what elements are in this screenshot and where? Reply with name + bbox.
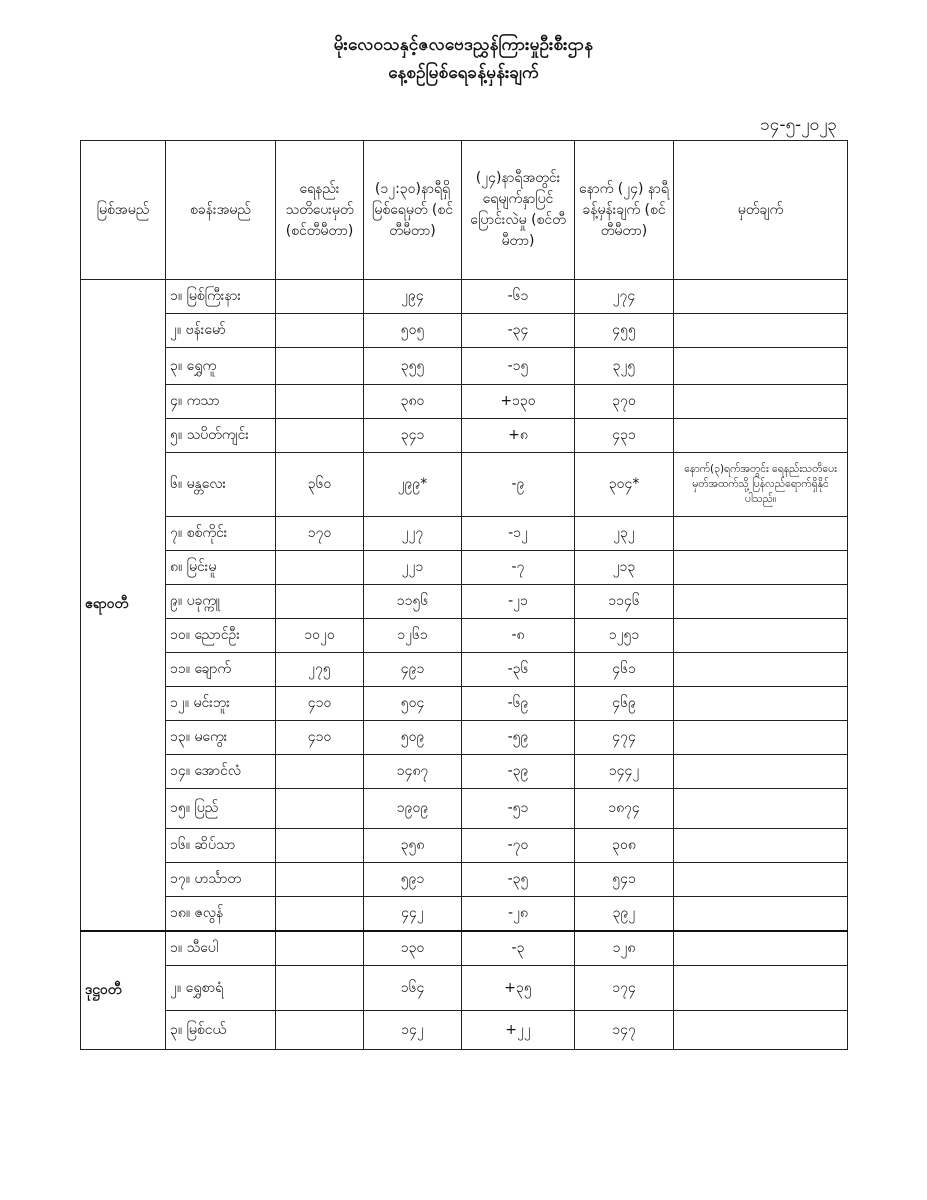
remark: နောက်(၃)ရက်အတွင်း ရေနည်းသတိပေးမှတ်အထက်သို့ ပြန်လည်ရောက်ရှိနိုင်ပါသည်။ <box>674 453 848 517</box>
table-row <box>81 721 848 755</box>
remark <box>674 721 848 755</box>
station-name: ၁၇။ ဟင်္သာတ <box>166 863 276 897</box>
forecast-level: ၃၂၅ <box>575 348 674 385</box>
level-change: -၁၂ <box>462 517 575 551</box>
forecast-level: ၄၃၁ <box>575 419 674 453</box>
table-row <box>81 653 848 687</box>
station-name: ၁။ မြစ်ကြီးနား <box>166 280 276 314</box>
station-name: ၁၆။ ဆိပ်သာ <box>166 829 276 863</box>
table-row <box>81 863 848 897</box>
remark <box>674 755 848 789</box>
station-name: ၁၅။ ပြည် <box>166 789 276 829</box>
level-change: -၃၉ <box>462 755 575 789</box>
station-name: ၁၄။ အောင်လံ <box>166 755 276 789</box>
warning-level <box>276 280 364 314</box>
warning-level <box>276 931 364 966</box>
level-change: +၈ <box>462 419 575 453</box>
level-change: -၉ <box>462 453 575 517</box>
station-name: ၁။ သီပေါ <box>166 931 276 966</box>
report-date: ၁၄-၅-၂၀၂၃ <box>760 115 837 135</box>
table-row <box>81 585 848 619</box>
level-change: -၅၉ <box>462 721 575 755</box>
table-row <box>81 619 848 653</box>
remark <box>674 931 848 966</box>
forecast-level: ၂၇၄ <box>575 280 674 314</box>
remark <box>674 966 848 1011</box>
water-level: ၂၉၄ <box>364 280 462 314</box>
forecast-level: ၄၅၅ <box>575 314 674 348</box>
column-header-water-level: (၁၂:၃၀)နာရီရှိ မြစ်ရေမှတ် (စင်တီမီတာ) <box>364 141 462 280</box>
forecast-level: ၅၄၁ <box>575 863 674 897</box>
water-level: ၁၆၄ <box>364 966 462 1011</box>
table-row <box>81 280 848 314</box>
table-row <box>81 453 848 517</box>
water-level: ၃၈၀ <box>364 385 462 419</box>
level-change: -၃၄ <box>462 314 575 348</box>
column-header-change: (၂၄)နာရီအတွင်း ရေမျက်နှာပြင် ပြောင်းလဲမှု (စင်တီမီတာ) <box>462 141 575 280</box>
forecast-level: ၃၇၀ <box>575 385 674 419</box>
station-name: ၁၃။ မကွေး <box>166 721 276 755</box>
forecast-level: ၁၈၇၄ <box>575 789 674 829</box>
level-change: -၅၁ <box>462 789 575 829</box>
water-level: ၃၅၅ <box>364 348 462 385</box>
level-change: -၆၁ <box>462 280 575 314</box>
warning-level: ၁၀၂၀ <box>276 619 364 653</box>
table-row <box>81 419 848 453</box>
water-level: ၁၄၂ <box>364 1011 462 1050</box>
warning-level <box>276 1011 364 1050</box>
level-change: -၇၀ <box>462 829 575 863</box>
forecast-level: ၁၂၅၁ <box>575 619 674 653</box>
column-header-forecast: နောက် (၂၄) နာရီ ခန့်မှန်းချက် (စင်တီမီတာ) <box>575 141 674 280</box>
remark <box>674 619 848 653</box>
table-row <box>81 829 848 863</box>
water-level: ၅၉၁ <box>364 863 462 897</box>
table-row <box>81 755 848 789</box>
water-level: ၁၄၈၇ <box>364 755 462 789</box>
column-header-warning-level: ရေနည်း သတိပေးမှတ် (စင်တီမီတာ) <box>276 141 364 280</box>
forecast-level: ၄၇၄ <box>575 721 674 755</box>
warning-level: ၁၇၀ <box>276 517 364 551</box>
table-row <box>81 931 848 966</box>
remark <box>674 517 848 551</box>
warning-level <box>276 755 364 789</box>
forecast-level: ၁၁၄၆ <box>575 585 674 619</box>
warning-level <box>276 966 364 1011</box>
remark <box>674 314 848 348</box>
forecast-level: ၃၉၂ <box>575 897 674 931</box>
warning-level <box>276 551 364 585</box>
level-change: -၃၆ <box>462 653 575 687</box>
table-row <box>81 348 848 385</box>
forecast-level: ၃၀၄* <box>575 453 674 517</box>
water-level: ၅၀၉ <box>364 721 462 755</box>
forecast-level: ၂၃၂ <box>575 517 674 551</box>
remark <box>674 348 848 385</box>
warning-level <box>276 314 364 348</box>
level-change: -၇ <box>462 551 575 585</box>
forecast-level: ၁၄၄၂ <box>575 755 674 789</box>
remark <box>674 653 848 687</box>
station-name: ၃။ ရွှေကူ <box>166 348 276 385</box>
forecast-level: ၃၀၈ <box>575 829 674 863</box>
remark <box>674 551 848 585</box>
warning-level: ၃၆၀ <box>276 453 364 517</box>
water-level: ၂၂၁ <box>364 551 462 585</box>
station-name: ၂။ ဗန်းမော် <box>166 314 276 348</box>
warning-level <box>276 789 364 829</box>
warning-level <box>276 419 364 453</box>
water-level: ၁၁၅၆ <box>364 585 462 619</box>
water-level: ၃၄၁ <box>364 419 462 453</box>
station-name: ၄။ ကသာ <box>166 385 276 419</box>
remark <box>674 1011 848 1050</box>
page-title: မိုးလေဝသနှင့်ဇလဗေဒညွှန်ကြားမှုဦးစီးဌာန <box>333 35 594 55</box>
level-change: -၆၉ <box>462 687 575 721</box>
remark <box>674 585 848 619</box>
remark <box>674 419 848 453</box>
level-change: -၂၁ <box>462 585 575 619</box>
water-level: ၄၄၂ <box>364 897 462 931</box>
level-change: -၂၈ <box>462 897 575 931</box>
station-name: ၅။ သပိတ်ကျင်း <box>166 419 276 453</box>
river-name: ဒုဋ္ဌဝတီ <box>81 931 166 1050</box>
remark <box>674 789 848 829</box>
level-change: -၈ <box>462 619 575 653</box>
warning-level <box>276 585 364 619</box>
warning-level <box>276 385 364 419</box>
level-change: +၁၃၀ <box>462 385 575 419</box>
station-name: ၇။ စစ်ကိုင်း <box>166 517 276 551</box>
warning-level: ၄၁၀ <box>276 687 364 721</box>
station-name: ၁၀။ ညောင်ဦး <box>166 619 276 653</box>
water-level: ၂၉၉* <box>364 453 462 517</box>
forecast-level: ၁၄၇ <box>575 1011 674 1050</box>
table-body <box>81 280 848 1050</box>
river-forecast-table <box>80 140 848 1050</box>
remark <box>674 863 848 897</box>
station-name: ၁၂။ မင်းဘူး <box>166 687 276 721</box>
warning-level <box>276 897 364 931</box>
forecast-level: ၁၂၈ <box>575 931 674 966</box>
column-header-river: မြစ်အမည် <box>81 141 166 280</box>
level-change: -၃ <box>462 931 575 966</box>
warning-level <box>276 348 364 385</box>
table-row <box>81 966 848 1011</box>
table-row <box>81 517 848 551</box>
station-name: ၉။ ပခုက္ကူ <box>166 585 276 619</box>
remark <box>674 385 848 419</box>
water-level: ၄၉၁ <box>364 653 462 687</box>
table-header-row <box>81 141 848 280</box>
river-name: ဧရာဝတီ <box>81 280 166 931</box>
remark <box>674 829 848 863</box>
station-name: ၁၁။ ချောက် <box>166 653 276 687</box>
station-name: ၆။ မန္တလေး <box>166 453 276 517</box>
water-level: ၃၅၈ <box>364 829 462 863</box>
table-row <box>81 1011 848 1050</box>
remark <box>674 280 848 314</box>
water-level: ၁၂၆၁ <box>364 619 462 653</box>
water-level: ၂၂၇ <box>364 517 462 551</box>
warning-level: ၄၁၀ <box>276 721 364 755</box>
forecast-level: ၄၆၁ <box>575 653 674 687</box>
column-header-remark: မှတ်ချက် <box>674 141 848 280</box>
station-name: ၂။ ရွှေစာရံ <box>166 966 276 1011</box>
level-change: -၃၅ <box>462 863 575 897</box>
forecast-level: ၁၇၄ <box>575 966 674 1011</box>
page-subtitle: နေ့စဉ်မြစ်ရေခန့်မှန်းချက် <box>388 63 539 83</box>
water-level: ၅၀၅ <box>364 314 462 348</box>
water-level: ၅၀၄ <box>364 687 462 721</box>
table-row <box>81 789 848 829</box>
station-name: ၈။ မြင်းမူ <box>166 551 276 585</box>
table-row <box>81 314 848 348</box>
table-row <box>81 687 848 721</box>
level-change: +၂၂ <box>462 1011 575 1050</box>
forecast-level: ၄၆၉ <box>575 687 674 721</box>
water-level: ၁၃၀ <box>364 931 462 966</box>
remark <box>674 687 848 721</box>
table-row <box>81 897 848 931</box>
station-name: ၁၈။ ဇလွန် <box>166 897 276 931</box>
warning-level <box>276 829 364 863</box>
station-name: ၃။ မြစ်ငယ် <box>166 1011 276 1050</box>
water-level: ၁၉၀၉ <box>364 789 462 829</box>
remark <box>674 897 848 931</box>
level-change: +၃၅ <box>462 966 575 1011</box>
warning-level <box>276 863 364 897</box>
column-header-station: စခန်းအမည် <box>166 141 276 280</box>
table-row <box>81 551 848 585</box>
forecast-level: ၂၁၃ <box>575 551 674 585</box>
table-row <box>81 385 848 419</box>
warning-level: ၂၇၅ <box>276 653 364 687</box>
level-change: -၁၅ <box>462 348 575 385</box>
